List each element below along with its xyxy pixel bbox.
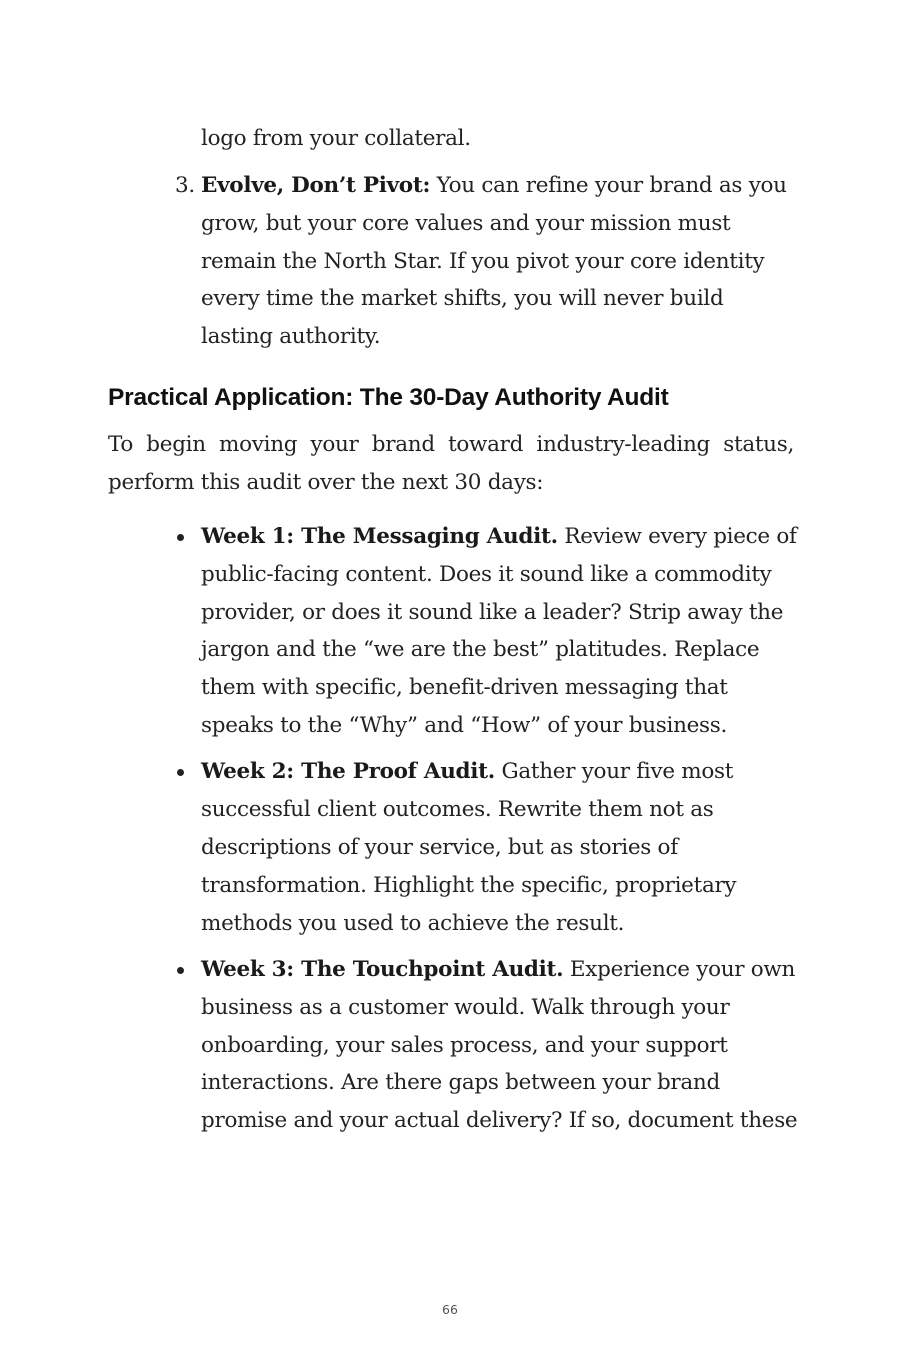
bullet-title: Week 3: The Touchpoint Audit. bbox=[201, 956, 564, 982]
numbered-list-item-3 bbox=[175, 167, 801, 356]
bullet-week-2 bbox=[201, 753, 801, 942]
bullet-dot-icon bbox=[177, 534, 184, 541]
bullet-body: Experience your own business as a customer would. Walk through your onboarding, your sales process, and your support interactions. Are there gaps between your brand promise and your actual delivery? If so, document these bbox=[201, 956, 798, 1134]
bullet-dot-icon bbox=[177, 967, 184, 974]
continued-paragraph: logo from your collateral. bbox=[201, 126, 471, 151]
item-body: You can refine your brand as you grow, but your core values and your mission must remain the North Star. If you pivot your core identity every time the market shifts, you will never build lasting authority. bbox=[201, 173, 787, 350]
list-number: 3. bbox=[175, 173, 195, 198]
bullet-week-3 bbox=[201, 951, 801, 1140]
bullet-week-1 bbox=[201, 518, 801, 745]
intro-paragraph: To begin moving your brand toward industry-leading status, perform this audit over the next 30 days: bbox=[108, 432, 794, 495]
bullet-body: Review every piece of public-facing content. Does it sound like a commodity provider, or does it sound like a leader? Strip away the jargon and the “we are the best” platitudes. Replace them with specific, benefit-driven messaging that speaks to the “Why” and “How” of your business. bbox=[201, 524, 797, 738]
page-number: 66 bbox=[442, 1302, 458, 1317]
bullet-title: Week 2: The Proof Audit. bbox=[201, 759, 495, 785]
section-heading: Practical Application: The 30-Day Authority Audit bbox=[108, 384, 669, 411]
bullet-body: Gather your five most successful client outcomes. Rewrite them not as descriptions of your service, but as stories of transformation. Highlight the specific, proprietary methods you used to achieve the result. bbox=[201, 759, 737, 936]
audit-bullet-list bbox=[201, 518, 801, 1149]
item-title: Evolve, Don’t Pivot: bbox=[201, 173, 431, 198]
bullet-title: Week 1: The Messaging Audit. bbox=[201, 524, 558, 549]
bullet-dot-icon bbox=[177, 769, 184, 776]
